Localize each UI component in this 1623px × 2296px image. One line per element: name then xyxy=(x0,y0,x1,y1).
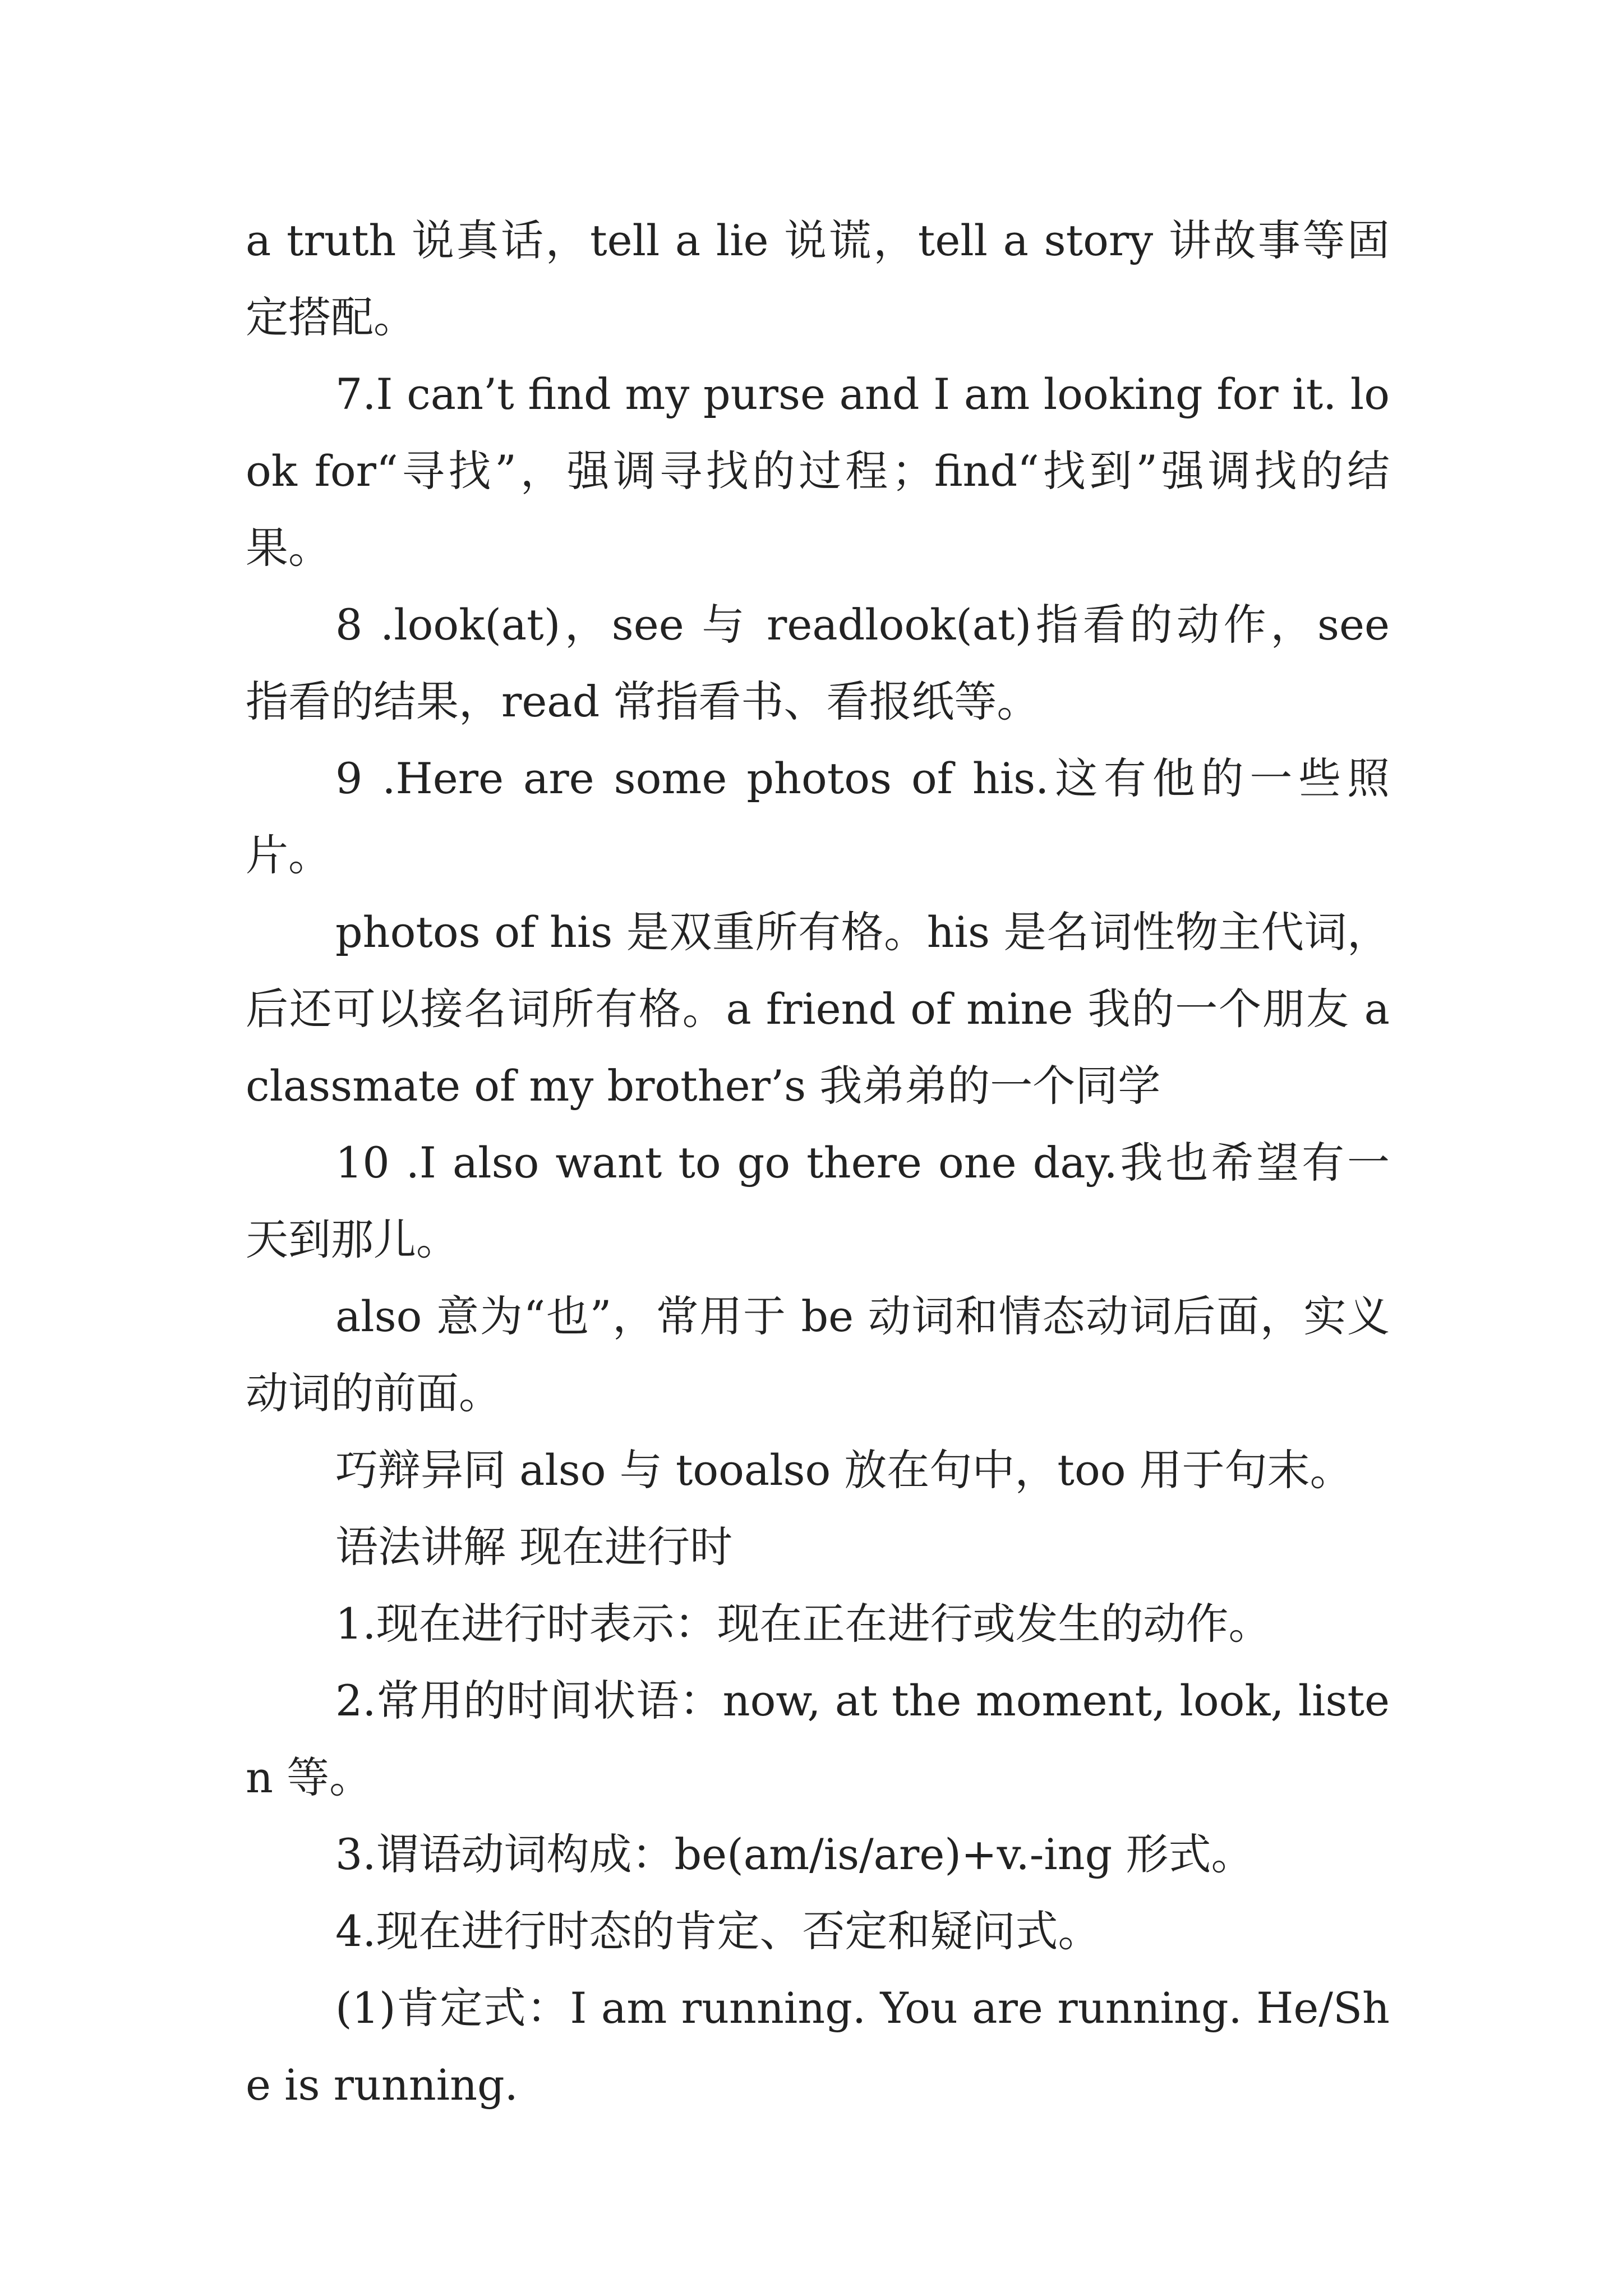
paragraph: 7.I can’t find my purse and I am looking for it. look for“寻找”，强调寻找的过程；find“找到”强调找的结果。 xyxy=(246,369,1390,573)
paragraph: 2.常用的时间状语：now, at the moment, look, listen 等。 xyxy=(246,1676,1390,1802)
section-heading: 语法讲解 现在进行时 xyxy=(335,1522,733,1572)
paragraph: 8 .look(at)，see 与 readlook(at)指看的动作，see 指看的结果，read 常指看书、看报纸等。 xyxy=(246,600,1404,726)
paragraph: also 意为“也”，常用于 be 动词和情态动词后面，实义动词的前面。 xyxy=(246,1291,1390,1418)
paragraph: 3.谓语动词构成：be(am/is/are)+v.-ing 形式。 xyxy=(335,1829,1254,1879)
body-text xyxy=(246,202,1404,2123)
paragraph: 10 .I also want to go there one day.我也希望有一天到那儿。 xyxy=(246,1138,1390,1264)
paragraph: 4.现在进行时态的肯定、否定和疑问式。 xyxy=(335,1906,1101,1956)
paragraph: 巧辩异同 also 与 tooalso 放在句中，too 用于句末。 xyxy=(335,1445,1353,1495)
paragraph: photos of his 是双重所有格。his 是名词性物主代词，后还可以接名词所有格。a friend of mine 我的一个朋友 a classmate of my brother’s 我弟弟的一个同学 xyxy=(246,907,1404,1111)
paragraph: a truth 说真话，tell a lie 说谎，tell a story 讲故事等固定搭配。 xyxy=(246,215,1390,342)
paragraph: 9 .Here are some photos of his.这有他的一些照片。 xyxy=(246,753,1390,880)
paragraph: 1.现在进行时表示：现在正在进行或发生的动作。 xyxy=(335,1599,1271,1649)
paragraph: (1)肯定式：I am running. You are running. He/She is running. xyxy=(246,1983,1390,2110)
